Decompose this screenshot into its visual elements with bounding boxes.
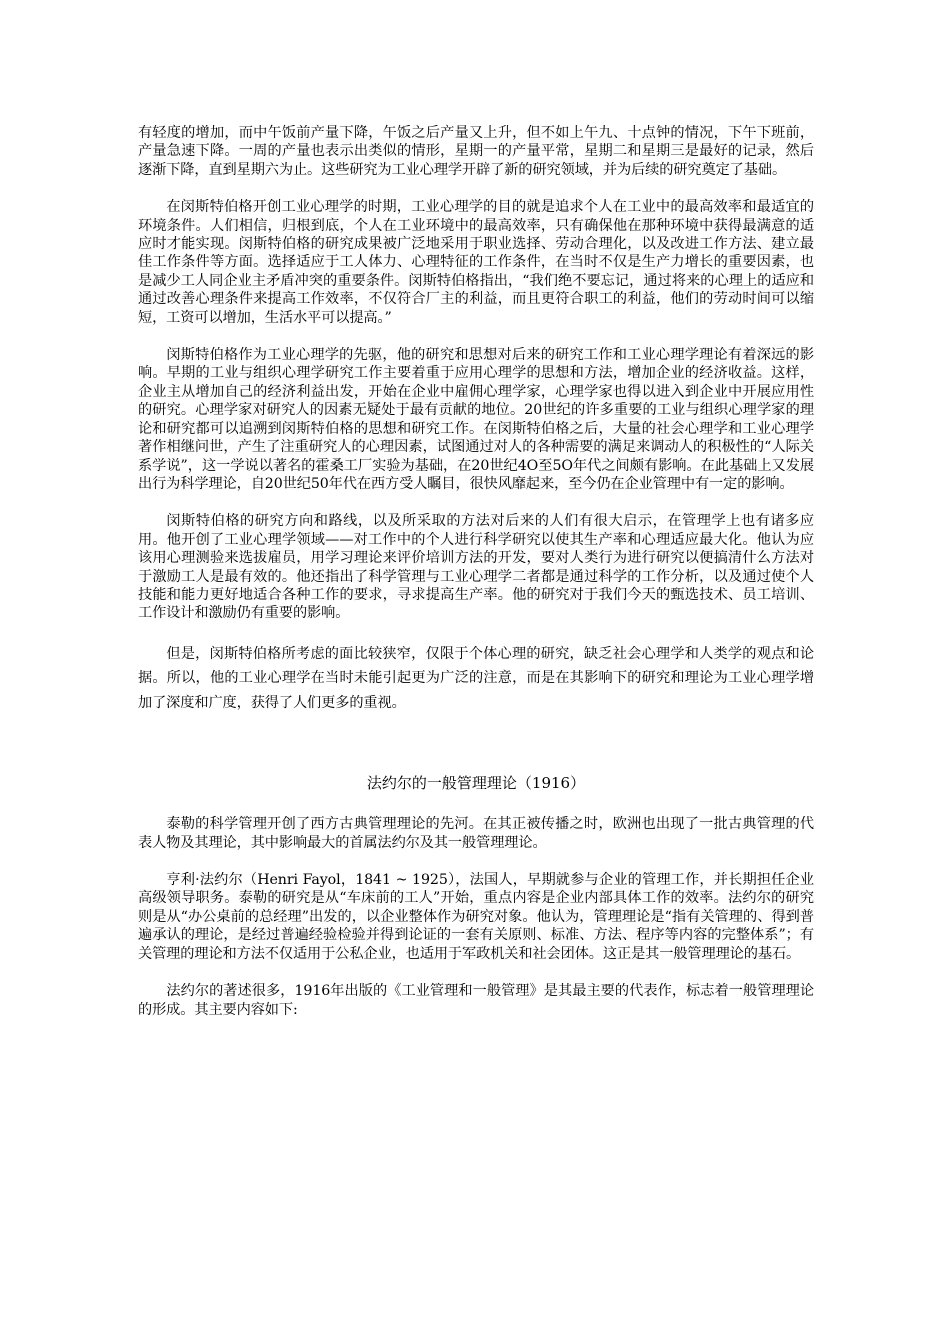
paragraph-classical-management: 泰勒的科学管理开创了西方古典管理理论的先河。在其正被传播之时，欧洲也出现了一批古典管理的代表人物及其理论，其中影响最大的首属法约尔及其一般管理理论。 <box>138 816 814 851</box>
paragraph-spacer <box>138 179 814 198</box>
section-spacer <box>138 715 814 773</box>
paragraph-limitations: 但是，闵斯特伯格所考虑的面比较狭窄，仅限于个体心理的研究，缺乏社会心理学和人类学的观点和论据。所以，他的工业心理学在当时未能引起更为广泛的注意，而是在其影响下的研究和理论为工业心理学增加了深度和广度，获得了人们更多的重视。 <box>138 645 814 711</box>
paragraph-spacer <box>138 493 814 512</box>
section-heading: 法约尔的一般管理理论（1916） <box>366 774 586 793</box>
paragraph-spacer <box>138 327 814 346</box>
paragraph-spacer <box>138 852 814 871</box>
paragraph-hourly-output: 有轻度的增加，而中午饭前产量下降，午饭之后产量又上升，但不如上午九、十点钟的情况，下午下班前，产量急速下降。一周的产量也表示出类似的情形，星期一的产量平常，星期二和星期三是最好的记录，然后逐渐下降，直到星期六为止。这些研究为工业心理学开辟了新的研究领域，并为后续的研究奠定了基础。 <box>138 125 814 178</box>
section-spacer <box>138 793 814 815</box>
paragraph-spacer <box>138 963 814 982</box>
paragraph-henri-fayol: 亨利·法约尔（Henri Fayol，1841 ~ 1925），法国人，早期就参与企业的管理工作，并长期担任企业高级领导职务。泰勒的研究是从“车床前的工人”开始，重点内容是企业内部具体工作的效率。法约尔的研究则是从“办公桌前的总经理”出发的，以企业整体作为研究对象。他认为，管理理论是“指有关管理的、得到普遍承认的理论，是经过普遍经验检验并得到论证的一套有关原则、标准、方法、程序等内容的完整体系”；有关管理的理论和方法不仅适用于公私企业，也适用于军政机关和社会团体。这正是其一般管理理论的基石。 <box>138 872 814 962</box>
paragraph-fayol-works: 法约尔的著述很多，1916年出版的《工业管理和一般管理》是其最主要的代表作，标志着一般管理理论的形成。其主要内容如下: <box>138 983 814 1018</box>
paragraph-research-direction: 闵斯特伯格的研究方向和路线，以及所采取的方法对后来的人们有很大启示，在管理学上也有诸多应用。他开创了工业心理学领域——对工作中的个人进行科学研究以使其生产率和心理适应最大化。他认为应该用心理测验来选拔雇员，用学习理论来评价培训方法的开发，要对人类行为进行研究以便搞清什么方法对于激励工人是最有效的。他还指出了科学管理与工业心理学二者都是通过科学的工作分析，以及通过使个人技能和能力更好地适合各种工作的要求，寻求提高生产率。他的研究对于我们今天的甄选技术、员工培训、工作设计和激励仍有重要的影响。 <box>138 513 814 622</box>
document-page <box>138 124 814 1019</box>
paragraph-spacer <box>138 623 814 642</box>
paragraph-industrial-psychology-goal: 在闵斯特伯格开创工业心理学的时期，工业心理学的目的就是追求个人在工业中的最高效率和最适宜的环境条件。人们相信，归根到底，个人在工业环境中的最高效率，只有确保他在那种环境中获得最满意的适应时才能实现。闵斯特伯格的研究成果被广泛地采用于职业选择、劳动合理化，以及改进工作方法、建立最佳工作条件等方面。选择适应于工人体力、心理特征的工作条件，在当时不仅是生产力增长的重要因素，也是减少工人同企业主矛盾冲突的重要条件。闵斯特伯格指出，“我们绝不要忘记，通过将来的心理上的适应和通过改善心理条件来提高工作效率，不仅符合厂主的利益，而且更符合职工的利益，他们的劳动时间可以缩短，工资可以增加，生活水平可以提高。” <box>138 199 814 326</box>
paragraph-pioneer-influence: 闵斯特伯格作为工业心理学的先驱，他的研究和思想对后来的研究工作和工业心理学理论有着深远的影响。早期的工业与组织心理学研究工作主要着重于应用心理学的思想和方法，增加企业的经济收益。这样，企业主从增加自己的经济利益出发，开始在企业中雇佣心理学家，心理学家也得以进入到企业中开展应用性的研究。心理学家对研究人的因素无疑处于最有贡献的地位。20世纪的许多重要的工业与组织心理学家的理论和研究都可以追溯到闵斯特伯格的思想和研究工作。在闵斯特伯格之后，大量的社会心理学和工业心理学著作相继问世，产生了注重研究人的心理因素，试图通过对人的各种需要的满足来调动人的积极性的“人际关系学说”，这一学说以著名的霍桑工厂实验为基础，在20世纪4O至5O年代之间颇有影响。在此基础上又发展出行为科学理论，自20世纪50年代在西方受人瞩目，很快风靡起来，至今仍在企业管理中有一定的影响。 <box>138 347 814 492</box>
